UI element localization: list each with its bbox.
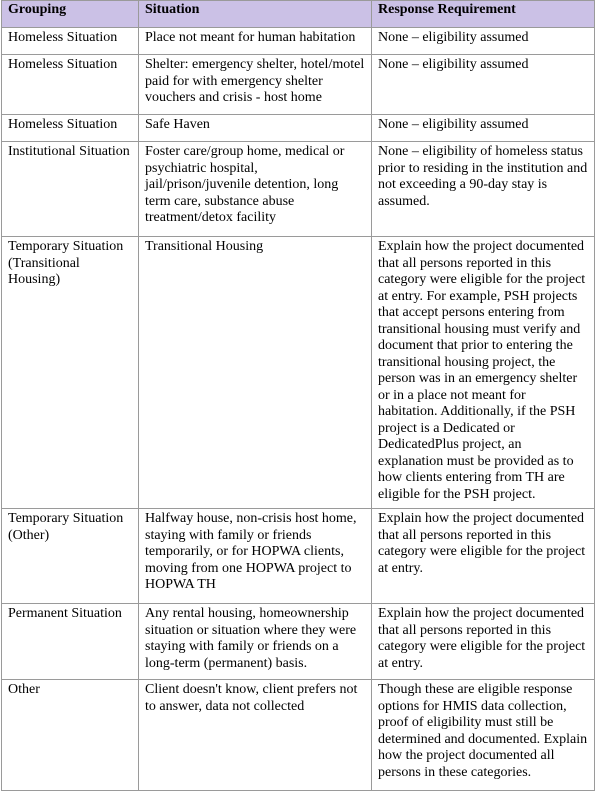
grouping-cell: Homeless Situation <box>2 115 139 142</box>
table-row <box>2 237 595 509</box>
grouping-cell: Homeless Situation <box>2 28 139 55</box>
situation-cell: Transitional Housing <box>139 237 372 509</box>
response-cell: Explain how the project documented that all persons reported in this category were eligible for the project at entry. For example, PSH projects that accept persons entering from transitional housing must verify and document that prior to entering the transitional housing project, the person was in an emergency shelter or in a place not meant for habitation. Additionally, if the PSH project is a Dedicated or DedicatedPlus project, an explanation must be provided as to how clients entering from TH are eligible for the PSH project. <box>372 237 595 509</box>
header-response-requirement: Response Requirement <box>372 1 595 28</box>
response-cell: Though these are eligible response options for HMIS data collection, proof of eligibility must still be determined and documented. Explain how the project documented all persons in these categories. <box>372 680 595 791</box>
response-cell: None – eligibility assumed <box>372 28 595 55</box>
table-header <box>2 1 595 28</box>
table-row <box>2 680 595 791</box>
table-body <box>2 28 595 791</box>
grouping-cell: Homeless Situation <box>2 55 139 115</box>
response-cell: None – eligibility assumed <box>372 115 595 142</box>
table-row <box>2 604 595 680</box>
table-row <box>2 142 595 237</box>
response-cell: None – eligibility of homeless status prior to residing in the institution and not exceeding a 90-day stay is assumed. <box>372 142 595 237</box>
situation-cell: Place not meant for human habitation <box>139 28 372 55</box>
grouping-cell: Permanent Situation <box>2 604 139 680</box>
situation-cell: Foster care/group home, medical or psychiatric hospital, jail/prison/juvenile detention, long term care, substance abuse treatment/detox facility <box>139 142 372 237</box>
table-row <box>2 509 595 604</box>
response-cell: None – eligibility assumed <box>372 55 595 115</box>
grouping-cell: Institutional Situation <box>2 142 139 237</box>
grouping-cell: Other <box>2 680 139 791</box>
response-cell: Explain how the project documented that all persons reported in this category were eligible for the project at entry. <box>372 509 595 604</box>
eligibility-table <box>1 0 595 791</box>
header-grouping: Grouping <box>2 1 139 28</box>
table-row <box>2 28 595 55</box>
header-row <box>2 1 595 28</box>
response-cell: Explain how the project documented that all persons reported in this category were eligible for the project at entry. <box>372 604 595 680</box>
situation-cell: Client doesn't know, client prefers not to answer, data not collected <box>139 680 372 791</box>
grouping-cell: Temporary Situation (Transitional Housing) <box>2 237 139 509</box>
table-row <box>2 115 595 142</box>
situation-cell: Shelter: emergency shelter, hotel/motel paid for with emergency shelter vouchers and crisis - host home <box>139 55 372 115</box>
situation-cell: Any rental housing, homeownership situation or situation where they were staying with family or friends on a long-term (permanent) basis. <box>139 604 372 680</box>
situation-cell: Safe Haven <box>139 115 372 142</box>
header-situation: Situation <box>139 1 372 28</box>
situation-cell: Halfway house, non-crisis host home, staying with family or friends temporarily, or for HOPWA clients, moving from one HOPWA project to HOPWA TH <box>139 509 372 604</box>
table-row <box>2 55 595 115</box>
grouping-cell: Temporary Situation (Other) <box>2 509 139 604</box>
